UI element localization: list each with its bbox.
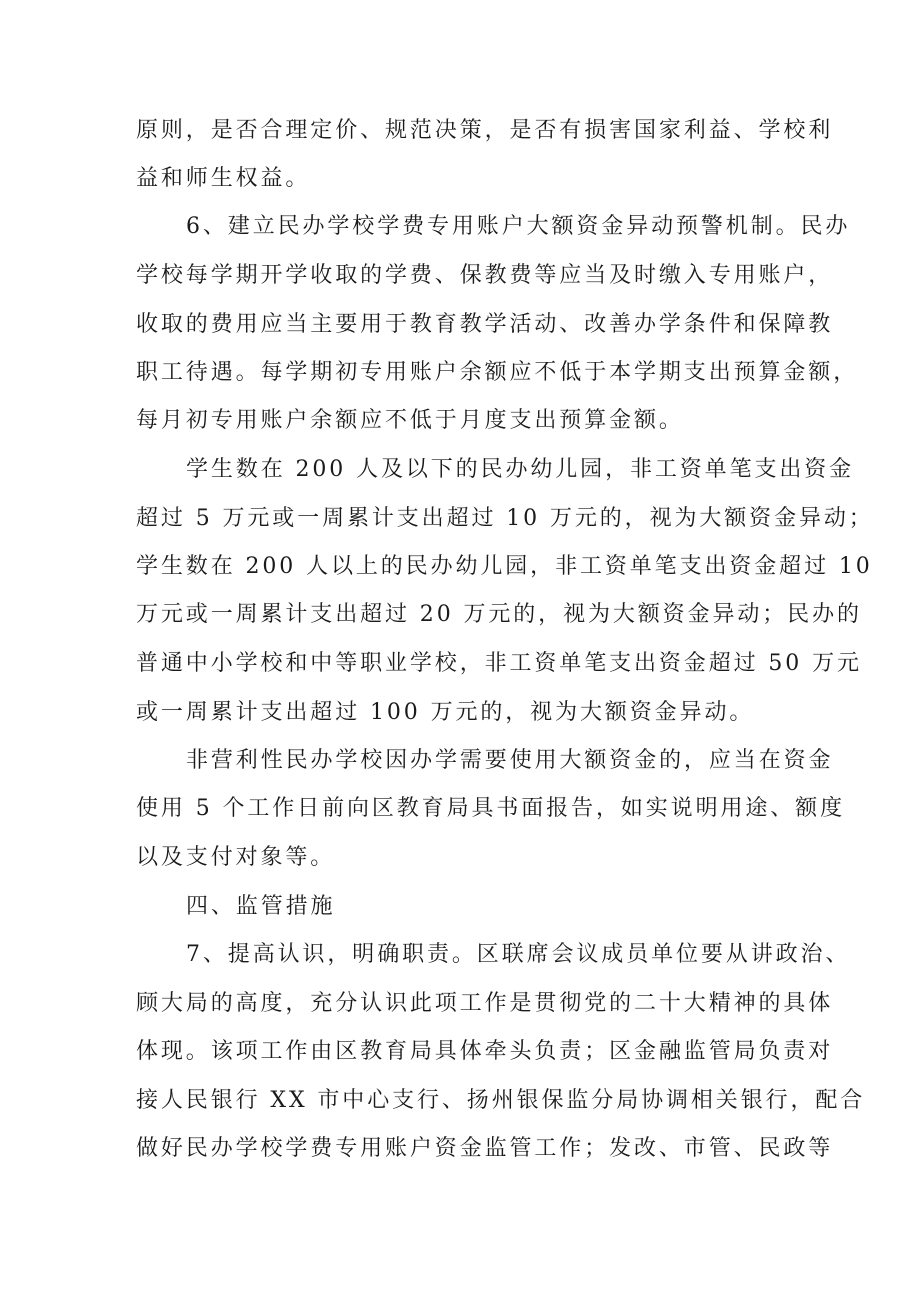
text-line: 超过 5 万元或一周累计支出超过 10 万元的，视为大额资金异动； [136, 506, 874, 531]
text-line: 7、提高认识，明确职责。区联席会议成员单位要从讲政治、 [186, 942, 851, 967]
text-line: 使用 5 个工作日前向区教育局具书面报告，如实说明用途、额度 [136, 796, 845, 821]
text-line: 以及支付对象等。 [136, 845, 336, 870]
text-line: 非营利性民办学校因办学需要使用大额资金的，应当在资金 [186, 748, 834, 773]
text-line: 职工待遇。每学期初专用账户余额应不低于本学期支出预算金额， [136, 360, 859, 385]
text-line: 收取的费用应当主要用于教育教学活动、改善办学条件和保障教 [136, 312, 834, 337]
text-line: 学生数在 200 人及以下的民办幼儿园，非工资单笔支出资金 [186, 457, 855, 482]
section-heading: 四、监管措施 [186, 894, 336, 919]
text-line: 普通中小学校和中等职业学校，非工资单笔支出资金超过 50 万元 [136, 651, 862, 676]
text-line: 万元或一周累计支出超过 20 万元的，视为大额资金异动；民办的 [136, 602, 862, 627]
text-line: 顾大局的高度，充分认识此项工作是贯彻党的二十大精神的具体 [136, 991, 834, 1016]
text-line: 每月初专用账户余额应不低于月度支出预算金额。 [136, 408, 684, 433]
text-line: 原则，是否合理定价、规范决策，是否有损害国家利益、学校利 [136, 118, 834, 143]
text-line: 6、建立民办学校学费专用账户大额资金异动预警机制。民办 [186, 214, 851, 239]
text-line: 体现。该项工作由区教育局具体牵头负责；区金融监管局负责对 [136, 1039, 834, 1064]
text-line: 益和师生权益。 [136, 166, 311, 191]
text-line: 学生数在 200 人以上的民办幼儿园，非工资单笔支出资金超过 10 [136, 554, 873, 579]
text-line: 接人民银行 XX 市中心支行、扬州银保监分局协调相关银行，配合 [136, 1088, 866, 1113]
text-line: 学校每学期开学收取的学费、保教费等应当及时缴入专用账户， [136, 263, 834, 288]
text-line: 或一周累计支出超过 100 万元的，视为大额资金异动。 [136, 700, 755, 725]
text-line: 做好民办学校学费专用账户资金监管工作；发改、市管、民政等 [136, 1136, 834, 1161]
